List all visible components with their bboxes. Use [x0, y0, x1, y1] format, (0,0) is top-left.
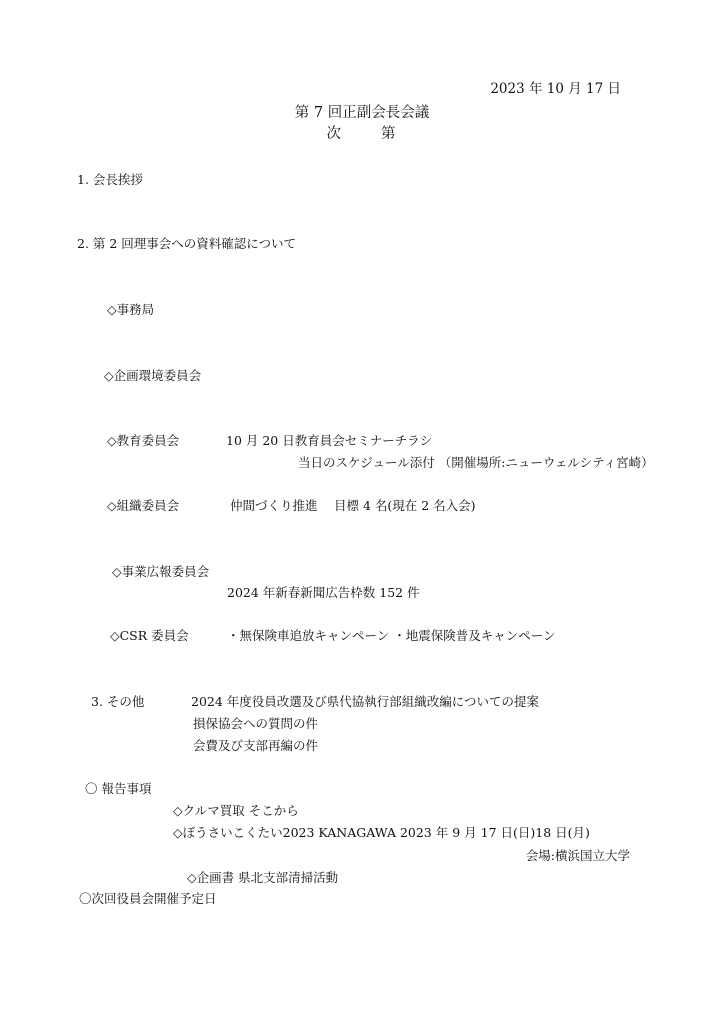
committee-jigyo-label: ◇事業広報委員会: [112, 564, 210, 579]
next-meeting: 〇次回役員会開催予定日: [79, 891, 217, 906]
agenda-item-3-label: 3. その他: [91, 694, 145, 709]
committee-kyoiku-detail-2: 当日のスケジュール添付 （開催場所:ニューウェルシティ宮崎）: [298, 455, 654, 470]
report-line-2: ◇ぼうさいこくたい2023 KANAGAWA 2023 年 9 月 17 日(日)18 日(月): [173, 825, 590, 840]
committee-jigyo-detail: 2024 年新春新聞広告枠数 152 件: [227, 585, 420, 600]
agenda-item-1: 1. 会長挨拶: [77, 172, 143, 187]
committee-csr-detail: ・無保険車追放キャンペーン ・地震保険普及キャンペーン: [227, 628, 556, 643]
reports-label: 〇 報告事項: [85, 781, 152, 796]
agenda-item-3-line-1: 2024 年度役員改選及び県代協執行部組織改編についての提案: [191, 694, 540, 709]
committee-kyoiku-detail-1: 10 月 20 日教育員会セミナーチラシ: [226, 433, 433, 448]
agenda-item-3-line-3: 会費及び支部再編の件: [193, 738, 319, 753]
committee-kyoiku-label: ◇教育委員会: [107, 433, 180, 448]
committee-soshiki-detail: 仲間づくり推進 目標 4 名(現在 2 名入会): [230, 498, 476, 513]
subtitle-left: 次: [326, 126, 343, 142]
committee-jimukyoku: ◇事務局: [107, 302, 155, 317]
report-line-1: ◇クルマ買取 そこから: [173, 803, 299, 818]
report-venue: 会場:横浜国立大学: [525, 848, 630, 863]
meeting-title: 第 7 回正副会長会議: [294, 105, 430, 121]
report-line-3: ◇企画書 県北支部清掃活動: [187, 870, 339, 885]
committee-soshiki-label: ◇組織委員会: [107, 498, 180, 513]
committee-kikaku: ◇企画環境委員会: [104, 368, 202, 383]
date: 2023 年 10 月 17 日: [490, 81, 621, 97]
meeting-subtitle: [0, 126, 724, 142]
subtitle-right: 第: [381, 126, 398, 142]
agenda-item-2: 2. 第 2 回理事会への資料確認について: [77, 236, 297, 251]
agenda-item-3-line-2: 損保協会への質問の件: [193, 716, 319, 731]
committee-csr-label: ◇CSR 委員会: [110, 628, 189, 643]
